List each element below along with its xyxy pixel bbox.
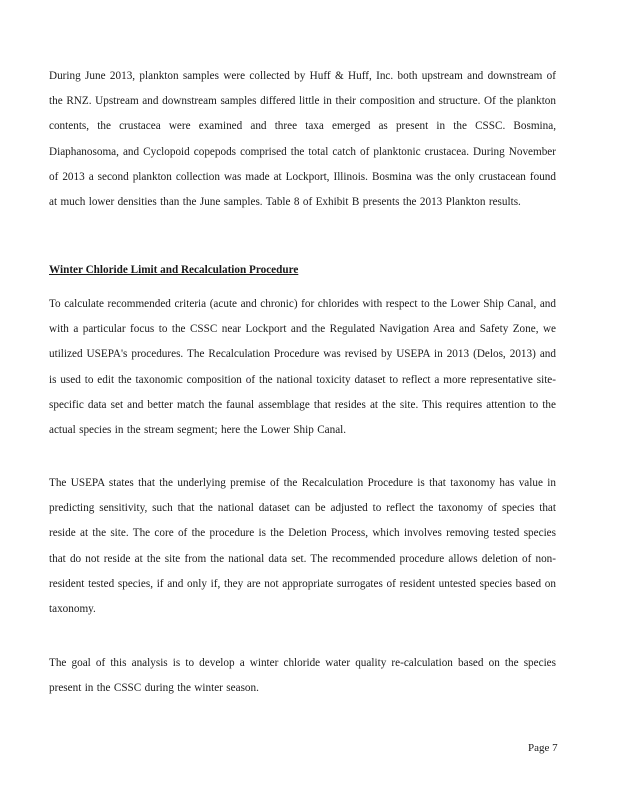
page-number: Page 7	[528, 742, 558, 754]
body-paragraph-plankton-sampling: During June 2013, plankton samples were collected by Huff & Huff, Inc. both upstream and downstream of the RNZ. Upstream and downstream samples differed little in their composition and structure. Of the plankton contents, the crustacea were examined and three taxa emerged as present in the CSSC. Bosmina, Diaphanosoma, and Cyclopoid copepods comprised the total catch of planktonic crustacea. During November of 2013 a second plankton collection was made at Lockport, Illinois. Bosmina was the only crustacean found at much lower densities than the June samples. Table 8 of Exhibit B presents the 2013 Plankton results.	[49, 70, 556, 209]
body-paragraph-deletion-process: The USEPA states that the underlying premise of the Recalculation Procedure is that taxonomy has value in predicting sensitivity, such that the national dataset can be adjusted to reflect the taxonomy of species that reside at the site. The core of the procedure is the Deletion Process, which involves removing tested species that do not reside at the site from the national data set. The recommended procedure allows deletion of non-resident tested species, if and only if, they are not appropriate surrogates of resident untested species based on taxonomy.	[49, 477, 556, 616]
section-heading: Winter Chloride Limit and Recalculation Procedure	[49, 264, 299, 276]
body-paragraph-analysis-goal: The goal of this analysis is to develop a winter chloride water quality re-calculation based on the species present in the CSSC during the winter season.	[49, 657, 556, 695]
body-paragraph-recalculation-criteria: To calculate recommended criteria (acute and chronic) for chlorides with respect to the Lower Ship Canal, and with a particular focus to the CSSC near Lockport and the Regulated Navigation Area and Safety Zone, we utilized USEPA's procedures. The Recalculation Procedure was revised by USEPA in 2013 (Delos, 2013) and is used to edit the taxonomic composition of the national toxicity dataset to reflect a more representative site-specific data set and better match the faunal assemblage that resides at the site. This requires attention to the actual species in the stream segment; here the Lower Ship Canal.	[49, 298, 556, 437]
